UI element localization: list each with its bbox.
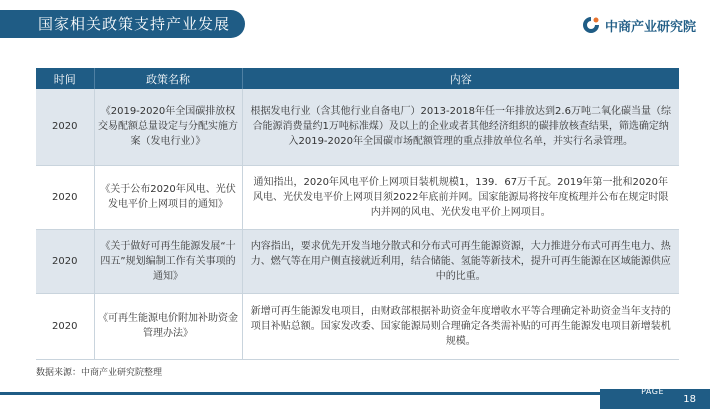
column-header-time: 时间 — [36, 68, 94, 89]
cell-year: 2020 — [36, 165, 94, 229]
cell-content: 新增可再生能源发电项目，由财政部根据补助资金年度增收水平等合理确定补助资金当年支持的项目补贴总额。国家发改委、国家能源局则合理确定各类需补贴的可再生能源发电项目新增装机规模。 — [242, 293, 679, 359]
cell-policy: 《关于做好可再生能源发展“十四五”规划编制工作有关事项的通知》 — [94, 229, 242, 293]
policy-table — [36, 68, 679, 360]
table-row — [36, 293, 679, 359]
title-bar — [0, 10, 245, 38]
logo — [581, 14, 696, 36]
cell-content: 根据发电行业（含其他行业自备电厂）2013-2018年任一年排放达到2.6万吨二氧化碳当量（综合能源消费量约1万吨标准煤）及以上的企业或者其他经济组织的碳排放核查结果，筛选确定纳入2019-2020年全国碳市场配额管理的重点排放单位名单，并实行名录管理。 — [242, 89, 679, 165]
table-row — [36, 229, 679, 293]
footer-line — [0, 392, 600, 395]
cell-policy: 《可再生能源电价附加补助资金管理办法》 — [94, 293, 242, 359]
data-source-note: 数据来源：中商产业研究院整理 — [36, 368, 163, 378]
cell-content: 内容指出，要求优先开发当地分散式和分布式可再生能源资源，大力推进分布式可再生电力、热力、燃气等在用户侧直接就近利用，结合储能、氢能等新技术，提升可再生能源在区域能源供应中的比重。 — [242, 229, 679, 293]
cell-year: 2020 — [36, 89, 94, 165]
table-row — [36, 165, 679, 229]
cell-policy: 《关于公布2020年风电、光伏发电平价上网项目的通知》 — [94, 165, 242, 229]
slide-header — [0, 0, 710, 44]
cell-policy: 《2019-2020年全国碳排放权交易配额总量设定与分配实施方案（发电行业）》 — [94, 89, 242, 165]
cell-content: 通知指出，2020年风电平价上网项目装机规模1，139．67万千瓦。2019年第一批和2020年风电、光伏发电平价上网项目须2022年底前并网。国家能源局将按年度梳理并公布在规定时限内并网的风电、光伏发电平价上网项目。 — [242, 165, 679, 229]
page-number: 18 — [683, 394, 696, 405]
logo-text: 中商产业研究院 — [604, 19, 696, 35]
logo-icon — [581, 15, 601, 35]
table-header-row — [36, 68, 679, 89]
cell-year: 2020 — [36, 293, 94, 359]
page-title: 国家相关政策支持产业发展 — [38, 15, 231, 33]
column-header-policy: 政策名称 — [94, 68, 242, 89]
column-header-content: 内容 — [242, 68, 679, 89]
page-label: PAGE — [641, 387, 664, 396]
cell-year: 2020 — [36, 229, 94, 293]
table-row — [36, 89, 679, 165]
